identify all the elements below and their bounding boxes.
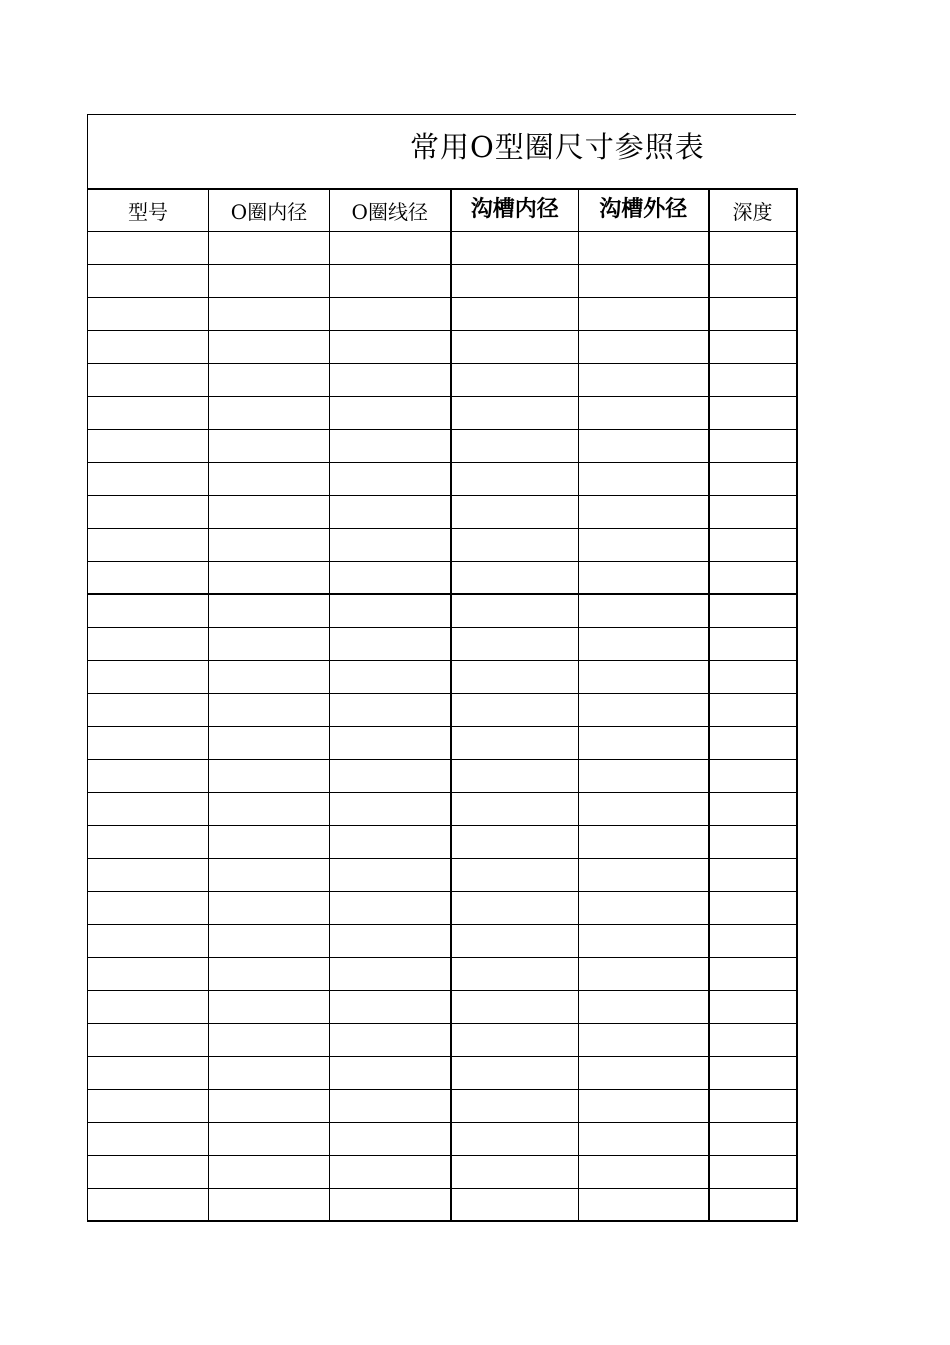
- table-row: [88, 1089, 797, 1122]
- table-cell[interactable]: [330, 231, 451, 264]
- table-cell[interactable]: [709, 1056, 797, 1089]
- table-cell[interactable]: [451, 891, 579, 924]
- table-cell[interactable]: [88, 528, 209, 561]
- table-row: [88, 462, 797, 495]
- table-cell[interactable]: [451, 495, 579, 528]
- table-cell[interactable]: [88, 264, 209, 297]
- table-row: [88, 825, 797, 858]
- table-row: [88, 759, 797, 792]
- table-row: [88, 627, 797, 660]
- table-cell[interactable]: [330, 1056, 451, 1089]
- table-cell[interactable]: [330, 957, 451, 990]
- table-cell[interactable]: [330, 1122, 451, 1155]
- table-cell[interactable]: [330, 462, 451, 495]
- column-header-groove-inner-diameter: 沟槽内径: [451, 189, 579, 231]
- table-row: [88, 957, 797, 990]
- table-cell[interactable]: [579, 627, 709, 660]
- table-cell[interactable]: [579, 1023, 709, 1056]
- table-cell[interactable]: [579, 363, 709, 396]
- table-cell[interactable]: [88, 693, 209, 726]
- table-cell[interactable]: [579, 330, 709, 363]
- table-cell[interactable]: [579, 429, 709, 462]
- table-cell[interactable]: [209, 264, 330, 297]
- table-cell[interactable]: [88, 462, 209, 495]
- table-cell[interactable]: [88, 297, 209, 330]
- table-cell[interactable]: [330, 693, 451, 726]
- table-cell[interactable]: [209, 561, 330, 594]
- table-cell[interactable]: [88, 627, 209, 660]
- header-row: [88, 189, 797, 231]
- table-cell[interactable]: [451, 759, 579, 792]
- table-cell[interactable]: [209, 1122, 330, 1155]
- table-cell[interactable]: [209, 924, 330, 957]
- table-cell[interactable]: [451, 792, 579, 825]
- column-header-oring-inner-diameter: O圈内径: [209, 189, 330, 231]
- table-row: [88, 561, 797, 594]
- table-cell[interactable]: [709, 1155, 797, 1188]
- table-row: [88, 528, 797, 561]
- table-row: [88, 297, 797, 330]
- table-cell[interactable]: [209, 825, 330, 858]
- table-cell[interactable]: [451, 1155, 579, 1188]
- page-title: 常用O型圈尺寸参照表: [410, 130, 705, 164]
- table-cell[interactable]: [709, 561, 797, 594]
- table-cell[interactable]: [330, 330, 451, 363]
- table-cell[interactable]: [88, 1122, 209, 1155]
- table-cell[interactable]: [88, 396, 209, 429]
- table-cell[interactable]: [330, 660, 451, 693]
- table-cell[interactable]: [209, 957, 330, 990]
- table-cell[interactable]: [579, 858, 709, 891]
- table-cell[interactable]: [709, 990, 797, 1023]
- table-cell[interactable]: [709, 627, 797, 660]
- table-cell[interactable]: [709, 396, 797, 429]
- table-cell[interactable]: [209, 528, 330, 561]
- table-cell[interactable]: [579, 726, 709, 759]
- table-cell[interactable]: [209, 363, 330, 396]
- table-row: [88, 594, 797, 627]
- table-cell[interactable]: [579, 1089, 709, 1122]
- table-row: [88, 990, 797, 1023]
- table-cell[interactable]: [451, 627, 579, 660]
- table-cell[interactable]: [709, 231, 797, 264]
- table-row: [88, 429, 797, 462]
- table-cell[interactable]: [209, 627, 330, 660]
- table-cell[interactable]: [330, 396, 451, 429]
- table-cell[interactable]: [709, 726, 797, 759]
- table-cell[interactable]: [330, 1023, 451, 1056]
- table-cell[interactable]: [709, 1089, 797, 1122]
- table-cell[interactable]: [579, 1122, 709, 1155]
- table-row: [88, 396, 797, 429]
- table-cell[interactable]: [88, 759, 209, 792]
- table-cell[interactable]: [709, 660, 797, 693]
- table-cell[interactable]: [209, 891, 330, 924]
- table-cell[interactable]: [88, 363, 209, 396]
- table-cell[interactable]: [330, 561, 451, 594]
- table-row: [88, 1056, 797, 1089]
- table-cell[interactable]: [209, 1023, 330, 1056]
- table-cell[interactable]: [579, 462, 709, 495]
- table-row: [88, 495, 797, 528]
- table-cell[interactable]: [709, 429, 797, 462]
- table-cell[interactable]: [709, 792, 797, 825]
- table-cell[interactable]: [709, 297, 797, 330]
- table-cell[interactable]: [709, 594, 797, 627]
- table-cell[interactable]: [88, 429, 209, 462]
- table-cell[interactable]: [209, 462, 330, 495]
- table-cell[interactable]: [330, 759, 451, 792]
- table-cell[interactable]: [451, 1023, 579, 1056]
- table-cell[interactable]: [451, 297, 579, 330]
- table-row: [88, 330, 797, 363]
- table-cell[interactable]: [330, 363, 451, 396]
- table-row: [88, 231, 797, 264]
- table-cell[interactable]: [579, 693, 709, 726]
- table-cell[interactable]: [709, 693, 797, 726]
- table-cell[interactable]: [579, 495, 709, 528]
- table-cell[interactable]: [209, 792, 330, 825]
- table-cell[interactable]: [88, 330, 209, 363]
- table-cell[interactable]: [88, 1023, 209, 1056]
- table-cell[interactable]: [579, 660, 709, 693]
- table-cell[interactable]: [209, 396, 330, 429]
- table-cell[interactable]: [579, 957, 709, 990]
- table-cell[interactable]: [209, 330, 330, 363]
- table-cell[interactable]: [451, 726, 579, 759]
- table-cell[interactable]: [330, 495, 451, 528]
- table-cell[interactable]: [579, 297, 709, 330]
- table-cell[interactable]: [451, 330, 579, 363]
- table-cell[interactable]: [579, 528, 709, 561]
- table-cell[interactable]: [451, 1056, 579, 1089]
- table-row: [88, 726, 797, 759]
- table-cell[interactable]: [579, 924, 709, 957]
- table-row: [88, 858, 797, 891]
- table-cell[interactable]: [579, 594, 709, 627]
- table-cell[interactable]: [451, 924, 579, 957]
- table-cell[interactable]: [88, 1188, 209, 1221]
- table-cell[interactable]: [209, 726, 330, 759]
- table-cell[interactable]: [330, 1188, 451, 1221]
- title-row: [87, 114, 796, 188]
- table-cell[interactable]: [330, 627, 451, 660]
- table-cell[interactable]: [330, 990, 451, 1023]
- table-row: [88, 1023, 797, 1056]
- table-cell[interactable]: [88, 990, 209, 1023]
- table-cell[interactable]: [451, 264, 579, 297]
- table-cell[interactable]: [451, 1188, 579, 1221]
- table-cell[interactable]: [709, 495, 797, 528]
- table-cell[interactable]: [451, 825, 579, 858]
- table-cell[interactable]: [330, 594, 451, 627]
- table-cell[interactable]: [209, 1155, 330, 1188]
- table-cell[interactable]: [709, 1023, 797, 1056]
- table-cell[interactable]: [330, 264, 451, 297]
- table-row: [88, 1188, 797, 1221]
- table-cell[interactable]: [88, 231, 209, 264]
- table-cell[interactable]: [330, 792, 451, 825]
- table-row: [88, 1122, 797, 1155]
- table-cell[interactable]: [451, 561, 579, 594]
- table-cell[interactable]: [209, 297, 330, 330]
- table-cell[interactable]: [88, 660, 209, 693]
- table-row: [88, 363, 797, 396]
- table-cell[interactable]: [579, 759, 709, 792]
- table-cell[interactable]: [579, 1056, 709, 1089]
- table-cell[interactable]: [709, 759, 797, 792]
- table-cell[interactable]: [579, 792, 709, 825]
- table-cell[interactable]: [579, 396, 709, 429]
- table-row: [88, 924, 797, 957]
- column-header-oring-wire-diameter: O圈线径: [330, 189, 451, 231]
- table-cell[interactable]: [451, 462, 579, 495]
- table-cell[interactable]: [88, 858, 209, 891]
- reference-sheet: [87, 114, 796, 1222]
- table-cell[interactable]: [451, 363, 579, 396]
- table-cell[interactable]: [330, 891, 451, 924]
- table-cell[interactable]: [709, 330, 797, 363]
- table-row: [88, 660, 797, 693]
- table-cell[interactable]: [330, 528, 451, 561]
- table-cell[interactable]: [451, 429, 579, 462]
- table-cell[interactable]: [209, 858, 330, 891]
- table-cell[interactable]: [451, 231, 579, 264]
- table-cell[interactable]: [88, 495, 209, 528]
- table-cell[interactable]: [451, 957, 579, 990]
- table-cell[interactable]: [451, 990, 579, 1023]
- table-cell[interactable]: [209, 1056, 330, 1089]
- table-cell[interactable]: [209, 594, 330, 627]
- table-cell[interactable]: [709, 891, 797, 924]
- table-cell[interactable]: [579, 264, 709, 297]
- table-cell[interactable]: [88, 891, 209, 924]
- table-cell[interactable]: [88, 957, 209, 990]
- table-row: [88, 792, 797, 825]
- table-cell[interactable]: [209, 1188, 330, 1221]
- table-cell[interactable]: [579, 825, 709, 858]
- table-cell[interactable]: [579, 561, 709, 594]
- table-row: [88, 1155, 797, 1188]
- table-cell[interactable]: [209, 495, 330, 528]
- table-cell[interactable]: [709, 924, 797, 957]
- table-cell[interactable]: [88, 1089, 209, 1122]
- table-cell[interactable]: [330, 858, 451, 891]
- table-row: [88, 264, 797, 297]
- table-cell[interactable]: [88, 825, 209, 858]
- table-cell[interactable]: [579, 891, 709, 924]
- table-cell[interactable]: [209, 990, 330, 1023]
- table-cell[interactable]: [709, 825, 797, 858]
- table-cell[interactable]: [709, 1122, 797, 1155]
- table-cell[interactable]: [330, 429, 451, 462]
- table-cell[interactable]: [709, 1188, 797, 1221]
- column-header-groove-outer-diameter: 沟槽外径: [579, 189, 709, 231]
- table-cell[interactable]: [209, 429, 330, 462]
- table-cell[interactable]: [451, 594, 579, 627]
- table-cell[interactable]: [579, 1188, 709, 1221]
- column-header-model: 型号: [88, 189, 209, 231]
- table-cell[interactable]: [330, 726, 451, 759]
- table-cell[interactable]: [451, 693, 579, 726]
- table-row: [88, 891, 797, 924]
- table-cell[interactable]: [209, 1089, 330, 1122]
- table-cell[interactable]: [209, 660, 330, 693]
- table-cell[interactable]: [709, 957, 797, 990]
- table-cell[interactable]: [209, 759, 330, 792]
- table-cell[interactable]: [88, 561, 209, 594]
- table-cell[interactable]: [709, 528, 797, 561]
- size-table: [87, 188, 798, 1222]
- table-cell[interactable]: [451, 1122, 579, 1155]
- table-cell[interactable]: [579, 1155, 709, 1188]
- table-cell[interactable]: [330, 924, 451, 957]
- table-cell[interactable]: [330, 1089, 451, 1122]
- table-cell[interactable]: [209, 231, 330, 264]
- table-cell[interactable]: [88, 792, 209, 825]
- table-cell[interactable]: [451, 1089, 579, 1122]
- table-cell[interactable]: [88, 924, 209, 957]
- table-cell[interactable]: [88, 726, 209, 759]
- table-cell[interactable]: [709, 462, 797, 495]
- column-header-depth: 深度: [709, 189, 797, 231]
- table-cell[interactable]: [88, 1155, 209, 1188]
- table-cell[interactable]: [709, 363, 797, 396]
- table-cell[interactable]: [88, 1056, 209, 1089]
- table-cell[interactable]: [579, 990, 709, 1023]
- table-cell[interactable]: [451, 528, 579, 561]
- table-cell[interactable]: [209, 693, 330, 726]
- table-cell[interactable]: [330, 825, 451, 858]
- table-cell[interactable]: [451, 660, 579, 693]
- table-cell[interactable]: [330, 1155, 451, 1188]
- table-cell[interactable]: [709, 264, 797, 297]
- table-row: [88, 693, 797, 726]
- table-body: [88, 231, 797, 1221]
- table-cell[interactable]: [330, 297, 451, 330]
- table-cell[interactable]: [579, 231, 709, 264]
- table-cell[interactable]: [451, 858, 579, 891]
- table-cell[interactable]: [88, 594, 209, 627]
- table-cell[interactable]: [709, 858, 797, 891]
- table-cell[interactable]: [451, 396, 579, 429]
